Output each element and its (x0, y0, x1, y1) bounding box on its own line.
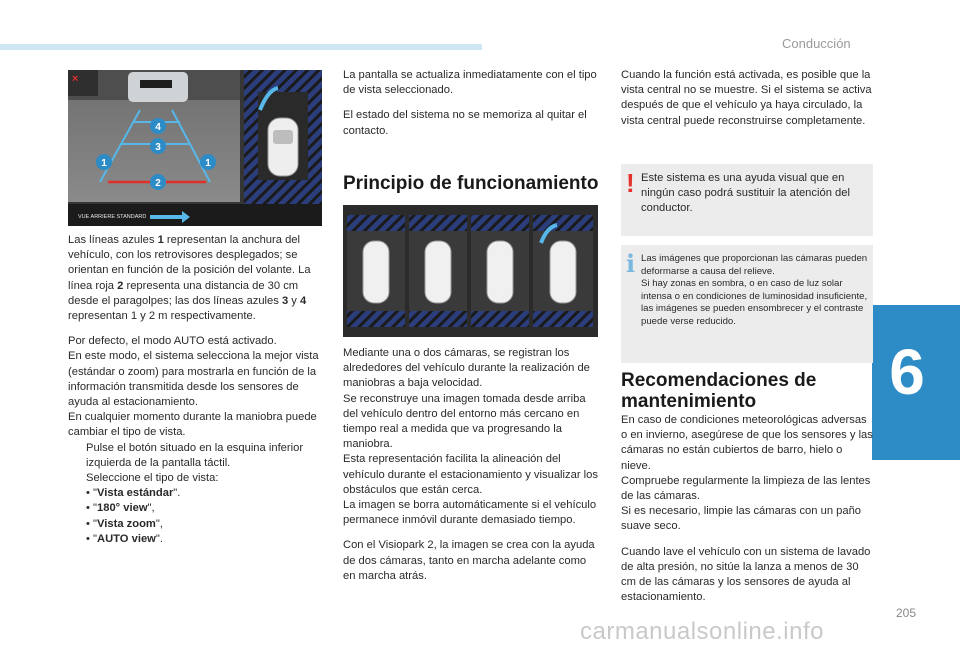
paragraph: Cuando la función está activada, es posible que la vista central no se muestre. Si el sistema se activa después de que el vehículo ya haya circulado, la vista central puede reconstruirse completamente. (621, 69, 872, 127)
view-option: • "AUTO view". (86, 532, 163, 545)
column-3-top (621, 68, 873, 139)
lines-description: Las líneas azules 1 representan la anchura del vehículo, con los retrovisores desplegados; se orientan en función de la posición del volante. La línea roja 2 representa una distancia de 30 cm desde el paragolpes; las dos líneas azules 3 y 4 representan 1 y 2 m respectivamente. (68, 234, 311, 323)
screen-view-label: VUE ARRIERE STANDARD (78, 214, 147, 220)
visiopark-paragraph: Con el Visiopark 2, la imagen se crea con la ayuda de dos cámaras, tanto en marcha adelante como en marcha atrás. (343, 539, 595, 582)
info-note (621, 245, 873, 363)
info-icon: i (626, 249, 636, 278)
marker-1-left: 1 (101, 158, 107, 169)
principle-paragraph: Mediante una o dos cámaras, se registran los alrededores del vehículo durante la realización de maniobras a baja velocidad. Se reconstruye una imagen tomada desde arriba del vehículo dentro del entorno más cercano en tiempo real a medida que va progresando la maniobra. Esta representación facilita la alineación del vehículo durante el estacionamiento y visualizar los obstáculos que están cerca. La imagen se borra automáticamente si el vehículo permanece inmóvil durante demasiado tiempo. (343, 347, 598, 527)
page-number: 205 (896, 606, 917, 620)
rear-camera-illustration (68, 70, 322, 226)
marker-2: 2 (155, 178, 161, 189)
marker-4: 4 (155, 122, 161, 133)
header-rule (0, 44, 482, 50)
warning-icon: ! (626, 168, 635, 198)
warning-text: Este sistema es una ayuda visual que en ningún caso podrá sustituir la atención del conductor. (641, 172, 850, 215)
paragraph: El estado del sistema no se memoriza al quitar el contacto. (343, 109, 587, 137)
view-option: • "180° view", (86, 502, 155, 515)
auto-mode-paragraph: Por defecto, el modo AUTO está activado. En este modo, el sistema selecciona la mejor vista (estándar o zoom) para mostrarla en función de la información transmitida desde los sensores de ayuda al estacionamiento. En cualquier momento durante la maniobra puede cambiar el tipo de vista. (68, 335, 319, 439)
column-1 (68, 233, 324, 547)
heading-principio: Principio de funcionamiento (343, 173, 599, 194)
view-option: • "Vista zoom", (86, 517, 163, 530)
heading-recomendaciones: Recomendaciones de mantenimiento (621, 370, 817, 412)
rear-camera-figure (68, 70, 322, 226)
watermark: carmanualsonline.info (580, 618, 824, 645)
paragraph: La pantalla se actualiza inmediatamente con el tipo de vista seleccionado. (343, 69, 597, 97)
column-2-bottom (343, 346, 601, 594)
view-option: • "Vista estándar". (86, 487, 181, 500)
marker-1-right: 1 (205, 158, 211, 169)
top-view-illustration (343, 205, 598, 337)
section-title: Conducción (782, 36, 851, 51)
instruction-step: Seleccione el tipo de vista: (86, 472, 219, 485)
chapter-number: 6 (889, 336, 925, 408)
column-2-top (343, 68, 601, 149)
washing-paragraph: Cuando lave el vehículo con un sistema de lavado de alta presión, no sitúe la lanza a menos de 30 cm de las cámaras y los sensores de ayuda al estacionamiento. (621, 545, 871, 604)
svg-text:×: × (72, 73, 79, 85)
instruction-step: Pulse el botón situado en la esquina inferior izquierda de la pantalla táctil. (86, 441, 304, 469)
top-view-figure (343, 205, 598, 337)
maintenance-paragraph: En caso de condiciones meteorológicas adversas o en invierno, asegúrese de que los sensores y las cámaras no están cubiertos de barro, hielo o nieve. Compruebe regularmente la limpieza de las lentes de las cámaras. Si es necesario, limpie las cámaras con un paño suave seco. (621, 414, 873, 533)
info-text: Las imágenes que proporcionan las cámaras pueden deformarse a causa del relieve. Si hay zonas en sombra, o en caso de luz solar intensa o en condiciones de luminosidad insuficiente, las imágenes se pueden ensombrecer y el contraste puede verse reducido. (641, 253, 868, 327)
warning-note (621, 164, 873, 236)
marker-3: 3 (155, 142, 161, 153)
column-3-bottom (621, 413, 873, 615)
